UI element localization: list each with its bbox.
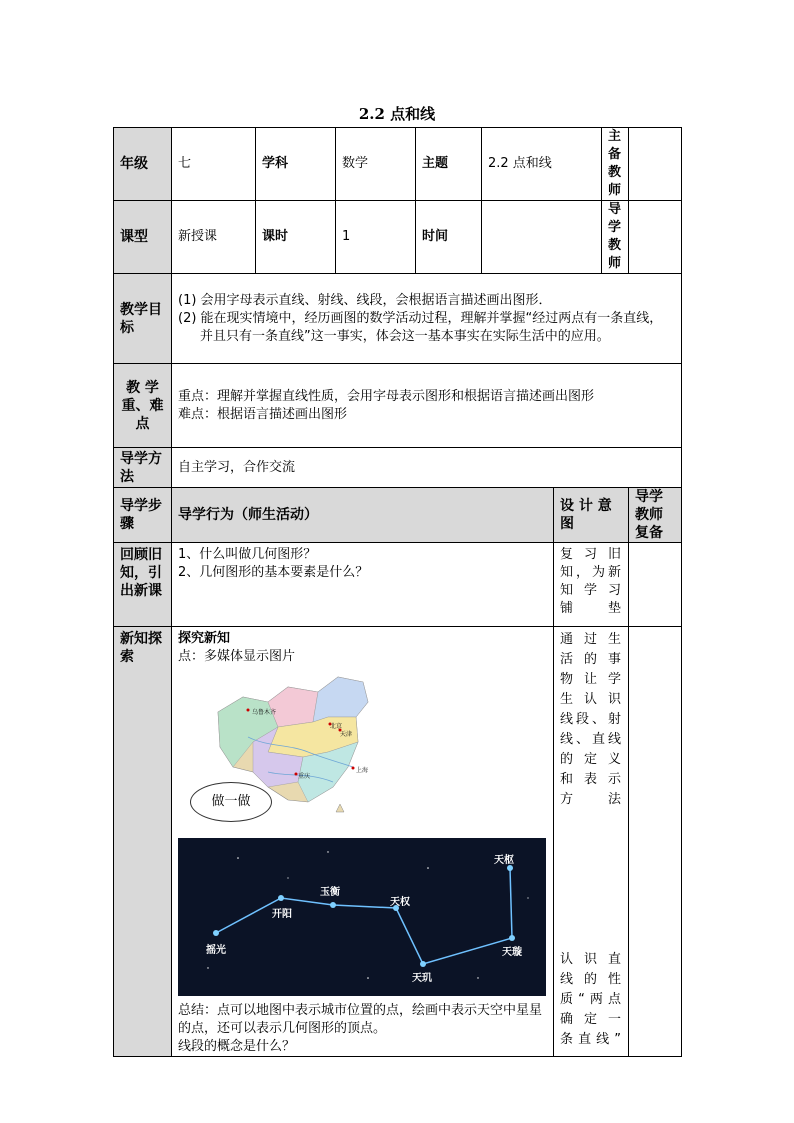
period-label: 课时: [256, 201, 336, 274]
explore-notes: [629, 627, 682, 1057]
step-header: 导学步骤: [114, 488, 172, 543]
star-label-kaiyang: 开阳: [272, 909, 292, 920]
explore-intent: [554, 627, 629, 1057]
time-label: 时间: [416, 201, 482, 274]
map-label-tianjin: 天津: [340, 731, 353, 738]
lesson-type-label: 课型: [114, 201, 172, 274]
explore-intent-1: 通 过 生 活 的 事 物 让 学 生 认 识 线段、射 线、直线 的 定 义 和 表 示 方法: [560, 632, 622, 807]
period-value: 1: [336, 201, 416, 274]
difficult-point: 难点：根据语言描述画出图形: [178, 406, 348, 422]
explore-heading: 探究新知: [178, 631, 231, 646]
star-label-tianji: 天玑: [412, 973, 432, 984]
big-dipper-image: [178, 838, 546, 996]
star-label-tianshu: 天枢: [494, 855, 514, 866]
guide-teacher-label: 导 学 教师: [602, 201, 629, 274]
subject-value: 数学: [336, 128, 416, 201]
map-label-chongqing: 重庆: [298, 773, 311, 780]
china-map-image: [180, 670, 380, 830]
review-intent: 复 习 旧知，为新知 学 习铺垫: [554, 543, 629, 627]
objectives-label: 教学目标: [114, 274, 172, 364]
topic-value: 2.2 点和线: [482, 128, 602, 201]
behavior-header: 导学行为（师生活动）: [172, 488, 554, 543]
review-content: [172, 543, 554, 627]
star-label-tianquan: 天权: [390, 897, 410, 908]
header-row-2: [114, 201, 682, 274]
map-label-beijing: 北京: [330, 723, 343, 730]
topic-label: 主题: [416, 128, 482, 201]
objectives-content: [172, 274, 682, 364]
map-label-urumqi: 乌鲁木齐: [252, 709, 277, 716]
key-point: 重点：理解并掌握直线性质，会用字母表示图形和根据语言描述画出图形: [178, 388, 595, 404]
grade-label: 年级: [114, 128, 172, 201]
big-dipper-lines: [178, 838, 546, 996]
star-label-tianxuan: 天璇: [502, 947, 522, 958]
lesson-plan-table: [113, 127, 682, 1057]
time-value: [482, 201, 602, 274]
explore-summary: 总结：点可以地图中表示城市位置的点，绘画中表示天空中星星的点，还可以表示几何图形的顶点。: [178, 1003, 543, 1036]
objectives-row: [114, 274, 682, 364]
objective-2: (2) 能在现实情境中，经历画图的数学活动过程，理解并掌握“经过两点有一条直线，并且只有一条直线”这一事实，体会这一基本事实在实际生活中的应用。: [178, 310, 663, 344]
review-step-label: 回顾旧知，引出新课: [114, 543, 172, 627]
document-title: 2.2 点和线: [358, 105, 436, 123]
review-row: [114, 543, 682, 627]
method-row: [114, 448, 682, 488]
method-value: 自主学习，合作交流: [172, 448, 682, 488]
key-points-label: 教 学 重、难 点: [114, 364, 172, 448]
lead-teacher-label: 主 备 教师: [602, 128, 629, 201]
explore-row: [114, 627, 682, 1057]
try-it-bubble: 做一做: [190, 782, 272, 822]
star-label-yuheng: 玉衡: [320, 887, 340, 898]
explore-step-label: 新知探索: [114, 627, 172, 1057]
lead-teacher-value: [629, 128, 682, 201]
explore-intent-2: 认 识 直 线 的 性 质“两点 确 定 一 条直线”: [560, 952, 622, 1047]
review-question-1: 1、什么叫做几何图形？: [178, 547, 317, 562]
guide-teacher-value: [629, 201, 682, 274]
explore-content: [172, 627, 554, 1057]
header-row-1: [114, 128, 682, 201]
method-label: 导学方法: [114, 448, 172, 488]
objective-1: (1) 会用字母表示直线、射线、线段，会根据语言描述画出图形．: [178, 292, 552, 308]
star-label-yaoguang: 摇光: [206, 945, 226, 956]
grade-value: 七: [172, 128, 256, 201]
review-question-2: 2、几何图形的基本要素是什么？: [178, 565, 369, 580]
review-notes: [629, 543, 682, 627]
review-header: 导学教师复备: [629, 488, 682, 543]
intent-header: 设 计 意图: [554, 488, 629, 543]
steps-header-row: [114, 488, 682, 543]
map-label-shanghai: 上海: [356, 767, 369, 774]
subject-label: 学科: [256, 128, 336, 201]
key-points-row: [114, 364, 682, 448]
lesson-type-value: 新授课: [172, 201, 256, 274]
key-points-content: [172, 364, 682, 448]
explore-intro: 点：多媒体显示图片: [178, 649, 296, 664]
explore-question: 线段的概念是什么？: [178, 1039, 296, 1054]
